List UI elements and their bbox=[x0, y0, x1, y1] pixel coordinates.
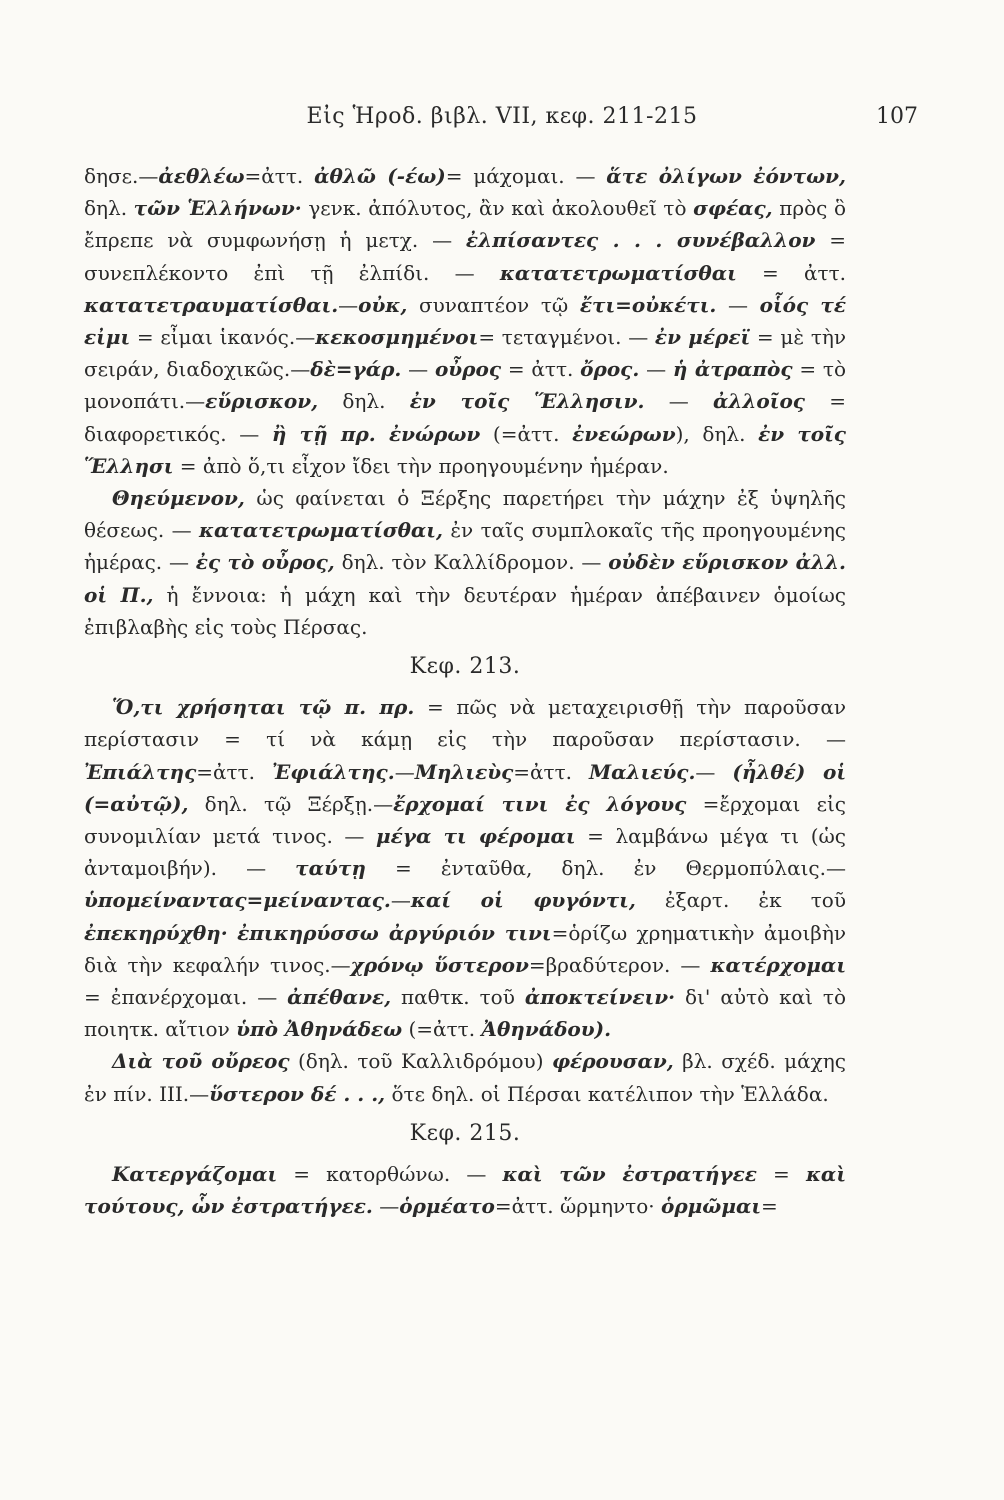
paragraph-glossary-213: Ὅ,τι χρήσηται τῷ π. πρ. = πῶς νὰ μεταχειρισθῇ τὴν παροῦσαν περίστασιν = τί νὰ κάμῃ εἰς τὴν παροῦσαν περίστασιν. — Ἐπιάλτης=ἀττ. Ἐφιάλτης.—Μηλιεὺς=ἀττ. Μαλιεύς.— (ἦλθέ) οἱ (=αὐτῷ), δηλ. τῷ Ξέρξῃ.—ἔρχομαί τινι ἐς λόγους =ἔρχομαι εἰς συνομιλίαν μετά τινος. — μέγα τι φέρομαι = λαμβάνω μέγα τι (ὡς ἀνταμοιβήν). — ταύτῃ = ἐνταῦθα, δηλ. ἐν Θερμοπύλαις.—ὑπομείναντας=μείναντας.—καί οἱ φυγόντι, ἐξαρτ. ἐκ τοῦ ἐπεκηρύχθη· ἐπικηρύσσω ἀργύριόν τινι=ὁρίζω χρηματικὴν ἀμοιβὴν διὰ τὴν κεφαλήν τινος.—χρόνῳ ὕστερον=βραδύτερον. — κατέρχομαι = ἐπανέρχομαι. — ἀπέθανε, παθτκ. τοῦ ἀποκτείνειν· δι' αὐτὸ καὶ τὸ ποιητκ. αἴτιον ὑπὸ Ἀθηνάδεω (=ἀττ. Ἀθηνάδου). bbox=[84, 695, 846, 1042]
paragraph-glossary-215: Κατεργάζομαι = κατορθώνω. — καὶ τῶν ἐστρατήγεε = καὶ τούτους, ὧν ἐστρατήγεε. —ὁρμέατο=ἀττ. ὥρμηντο· ὁρμῶμαι= bbox=[84, 1162, 846, 1219]
page-header bbox=[0, 104, 1004, 144]
paragraph-glossary-211: δησε.—ἀεθλέω=ἀττ. ἀθλῶ (-έω)= μάχομαι. — ἅτε ὀλίγων ἐόντων, δηλ. τῶν Ἑλλήνων· γενκ. ἀπόλυτος, ἂν καὶ ἀκολουθεῖ τὸ σφέας, πρὸς ὃ ἔπρεπε νὰ συμφωνήσῃ ἡ μετχ. — ἐλπίσαντες . . . συνέβαλλον = συνεπλέκοντο ἐπὶ τῇ ἐλπίδι. — κατατετρωματίσθαι = ἀττ. κατατετραυματίσθαι.—οὐκ, συναπτέον τῷ ἔτι=οὐκέτι. — οἷός τέ εἰμι = εἶμαι ἱκανός.—κεκοσμημένοι= τεταγμένοι. — ἐν μέρεϊ = μὲ τὴν σειράν, διαδοχικῶς.—δὲ=γάρ. — οὖρος = ἀττ. ὄρος. — ἡ ἀτραπὸς = τὸ μονοπάτι.—εὕρισκον, δηλ. ἐν τοῖς Ἕλλησιν. — ἀλλοῖος = διαφορετικός. — ἢ τῇ πρ. ἐνώρων (=ἀττ. ἐνεώρων), δηλ. ἐν τοῖς Ἕλλησι = ἀπὸ ὅ,τι εἶχον ἴδει τὴν προηγουμένην ἡμέραν. bbox=[84, 164, 847, 478]
paragraph-glossary-212: Θηεύμενον, ὡς φαίνεται ὁ Ξέρξης παρετήρει τὴν μάχην ἐξ ὑψηλῆς θέσεως. — κατατετρωματίσθαι, ἐν ταῖς συμπλοκαῖς τῆς προηγουμένης ἡμέρας. — ἐς τὸ οὖρος, δηλ. τὸν Καλλίδρομον. — οὐδὲν εὕρισκον ἀλλ. οἱ Π., ἡ ἔννοια: ἡ μάχη καὶ τὴν δευτέραν ἡμέραν ἀπέβαινεν ὁμοίως ἐπιβλαβὴς εἰς τοὺς Πέρσας. bbox=[84, 486, 847, 639]
running-title: Εἰς Ἡροδ. βιβλ. VII, κεφ. 211-215 bbox=[306, 104, 698, 129]
chapter-heading-215: Κεφ. 215. bbox=[409, 1120, 521, 1146]
page-number: 107 bbox=[876, 104, 918, 129]
paragraph-glossary-214: Διὰ τοῦ οὔρεος (δηλ. τοῦ Καλλιδρόμου) φέρουσαν, βλ. σχέδ. μάχης ἐν πίν. III.—ὕστερον δέ . . ., ὅτε δηλ. οἱ Πέρσαι κατέλιπον τὴν Ἑλλάδα. bbox=[84, 1049, 846, 1106]
page-body bbox=[84, 160, 846, 1223]
chapter-heading-213: Κεφ. 213. bbox=[409, 654, 521, 680]
